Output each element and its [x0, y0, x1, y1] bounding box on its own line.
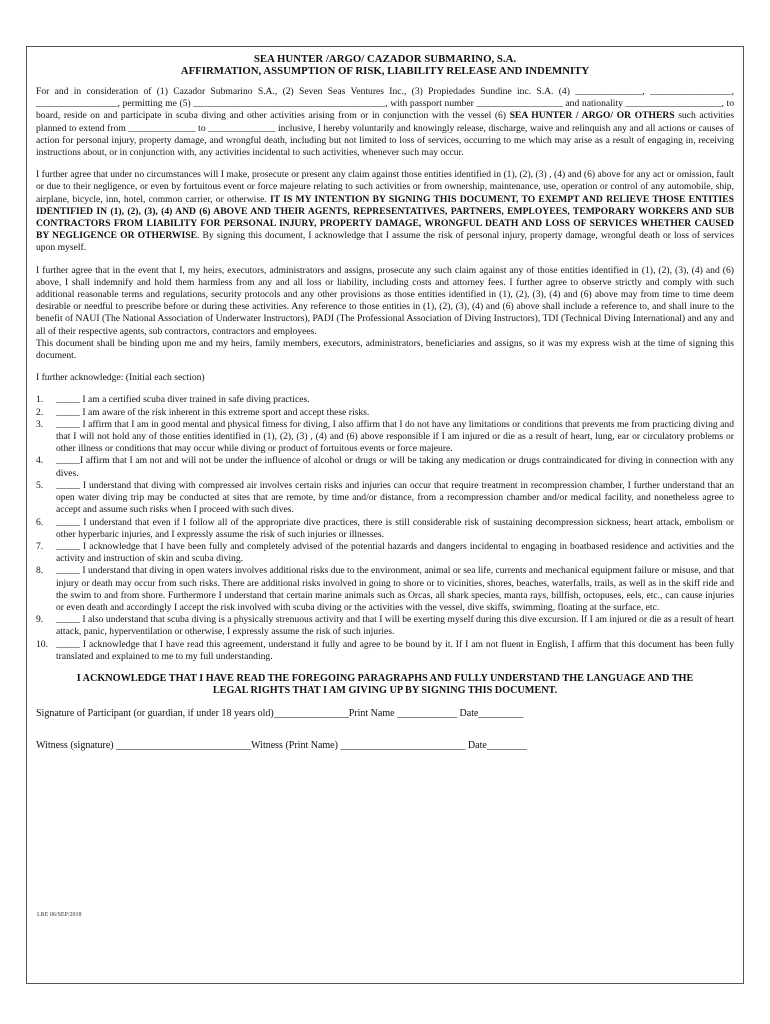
item-text: _____ I am aware of the risk inherent in this extreme sport and accept these risks. [56, 406, 370, 418]
document-body [36, 53, 734, 752]
item-text: _____ I understand that diving in open waters involves additional risks due to the environment, animal or sea life, currents and mechanical equipment failure or misuse, and that injury or death may occur from such risks. There are additional risks involved in going to shore or to vicinities, shores, beaches, waterfalls, trails, as well as in the skiff ride and the swim to and from shore. Furthermore I understand that certain marine animals such as Orcas, all shark species, manta rays, billfish, octopuses, eels, etc., can cause injuries or even death and accordingly I accept the risk involved with scuba diving or the activities with the vessel, dive skiffs, swimming, floating at the surface, etc. [56, 565, 734, 613]
item-number: 1. [36, 394, 44, 406]
item-number: 9. [36, 614, 44, 626]
title-line-2: AFFIRMATION, ASSUMPTION OF RISK, LIABILITY RELEASE AND INDEMNITY [180, 65, 590, 77]
acknowledgement-list [36, 394, 734, 662]
no-claim-text-c: . By signing this document, I acknowledge that I assume the risk of personal injury, property damage, wrongful death or loss of services upon myself. [36, 230, 734, 254]
list-item[interactable] [36, 394, 734, 406]
acknowledge-intro: I further acknowledge: (Initial each section) [36, 372, 205, 384]
item-text: _____ I acknowledge that I have read this agreement, understand it fully and agree to be bound by it. If I am not fluent in English, I affirm that this document has been fully translated and explained to me to my full understanding. [56, 638, 734, 662]
item-number: 10. [36, 638, 48, 650]
item-number: 7. [36, 540, 44, 552]
consideration-text-c: such activities planned to extend from ______________ to ______________ inclusive, I hereby voluntarily and knowingly release, discharge, waive and relinquish any and all actions or causes of action for personal injury, property damage, and wrongful death, including but not limited to loss of services, occurring to me which may arise as a result of engaging in, receiving instructions about, or in conjunction with, any activities incidental to such activities, whenever such may occur. [36, 110, 734, 159]
item-text: _____ I understand that even if I follow all of the appropriate dive practices, there is still considerable risk of sustaining decompression sickness, heart attack, embolism or other hyperbaric injuries, and I expressly assume the risk of such injuries or illnesses. [56, 516, 734, 540]
no-claim-text-a: I further agree that under no circumstances will I make, prosecute or present any claim against those entities identified in (1), (2), (3) , (4) and (6) above for any act or omission, fault or due to their negligence, or even by fortuitous event or force majeure relating to such activities or from ownership, maintenance, use, operation or control of any automobile, ship, airplane, bicycle, inn, hotel, common carrier, or otherwise. [36, 169, 734, 205]
list-item[interactable] [36, 541, 734, 565]
item-text: _____I affirm that I am not and will not be under the influence of alcohol or drugs or will be taking any medication or drugs contraindicated for diving in connection with any dives. [56, 455, 734, 479]
consideration-paragraph [36, 86, 734, 159]
witness-signature-line[interactable]: Witness (signature) ___________________________Witness (Print Name) _________________________ Date________ [36, 739, 527, 751]
item-text: _____ I understand that diving with compressed air involves certain risks and injuries can occur that require treatment in recompression chamber, I further understand that an open water diving trip may be conducted at sites that are remote, by time and/or distance, from a recompression chamber and/or medical facility, and nonetheless agree to accept and assume such risks when I proceed with such dives. [56, 479, 734, 516]
exemption-statement: IT IS MY INTENTION BY SIGNING THIS DOCUMENT, TO EXEMPT AND RELIEVE THOSE ENTITIES IDENTIFIED IN (1), (2), (3), (4) AND (6) ABOVE AND THEIR AGENTS, REPRESENTATIVES, PARTNERS, EMPLOYEES, TEMPORARY WORKERS AND SUB CONTRACTORS FROM LIABILITY FOR PERSONAL INJURY, PROPERTY DAMAGE, WRONGFUL DEATH AND LOSS OF SERVICES WHETHER CAUSED BY NEGLIGENCE OR OTHERWISE [36, 193, 734, 242]
list-item[interactable] [36, 614, 734, 638]
item-number: 6. [36, 516, 44, 528]
item-text: _____ I affirm that I am in good mental and physical fitness for diving, I also affirm that I do not have any limitations or conditions that prevents me from practicing diving and that I will not hold any of those entities identified in (1), (2), (3) , (4) and (6) above responsible if I am injured or die as a result of heart, lung, ear or circulatory problems or other illness or conditions that may occur while diving or product of fortuitous events or force majeure. [56, 418, 734, 455]
list-item[interactable] [36, 407, 734, 419]
list-item[interactable] [36, 480, 734, 517]
item-number: 2. [36, 406, 44, 418]
list-item[interactable] [36, 639, 734, 663]
binding-paragraph: This document shall be binding upon me and my heirs, family members, executors, administrators, beneficiaries and assigns, so it was my express wish at the time of signing this document. [36, 337, 734, 362]
no-claim-paragraph [36, 169, 734, 254]
item-number: 8. [36, 565, 44, 577]
list-item[interactable] [36, 455, 734, 479]
item-number: 4. [36, 455, 44, 467]
vessel-name: SEA HUNTER / ARGO/ OR OTHERS [509, 110, 675, 122]
item-number: 3. [36, 418, 44, 430]
item-number: 5. [36, 479, 44, 491]
indemnity-paragraph: I further agree that in the event that I, my heirs, executors, administrators and assigns, prosecute any such claim against any of those entities identified in (1), (2), (3), (4) and (6) above, I shall indemnify and hold them harmless from any and all loss or liability, including costs and attorney fees. I further agree to observe strictly and comply with such additional reasonable terms and regulations, security protocols and any other provisions as those entities identified in (1), (2), (3), (4) and (6) above may from time to time deem desirable or needful to prescribe before or during these activities. Any reference to those entities in (1), (2), (3), (4) and (6) above shall include a reference to, and shall inure to the benefit of NAUI (The National Association of Underwater Instructors), PADI (The Professional Association of Diving Instructors), TDI (Technical Diving International) and any and all of their respective agents, sub contractors, contractors and employees. [36, 264, 734, 337]
item-text: _____ I am a certified scuba diver trained in safe diving practices. [56, 394, 310, 406]
consideration-text-a: For and in consideration of (1) Cazador Submarino S.A., (2) Seven Seas Ventures Inc., (3) Propiedades Sundine inc. S.A. (4) ______________, _________________, _________________, permitting me (5) ________________________________________, with passport number __________________ and nationality ____________________, to board, reside on and participate in scuba diving and other activities arising from or in conjunction with the vessel (6) [36, 86, 734, 122]
item-text: _____ I acknowledge that I have been fully and completely advised of the potential hazards and dangers incidental to engaging in boatbased residence and activities and the activity and instruction of skin and scuba diving. [56, 540, 734, 565]
item-text: _____ I also understand that scuba diving is a physically strenuous activity and that I will be exerting myself during this dive excursion. If I am injured or die as a result of heart attack, panic, hyperventilation or otherwise, I expressly assume the risk of such injuries. [56, 614, 734, 638]
title-line-1: SEA HUNTER /ARGO/ CAZADOR SUBMARINO, S.A. [253, 53, 517, 65]
participant-signature-line[interactable]: Signature of Participant (or guardian, if under 18 years old)_______________Print Name ____________ Date_________ [36, 707, 524, 719]
list-item[interactable] [36, 419, 734, 456]
list-item[interactable] [36, 517, 734, 541]
list-item[interactable] [36, 565, 734, 614]
final-acknowledgement: I ACKNOWLEDGE THAT I HAVE READ THE FOREGOING PARAGRAPHS AND FULLY UNDERSTAND THE LANGUAGE AND THE LEGAL RIGHTS THAT I AM GIVING UP BY SIGNING THIS DOCUMENT. [76, 672, 694, 697]
form-code: LRE 06/SEP/2018 [37, 912, 82, 918]
